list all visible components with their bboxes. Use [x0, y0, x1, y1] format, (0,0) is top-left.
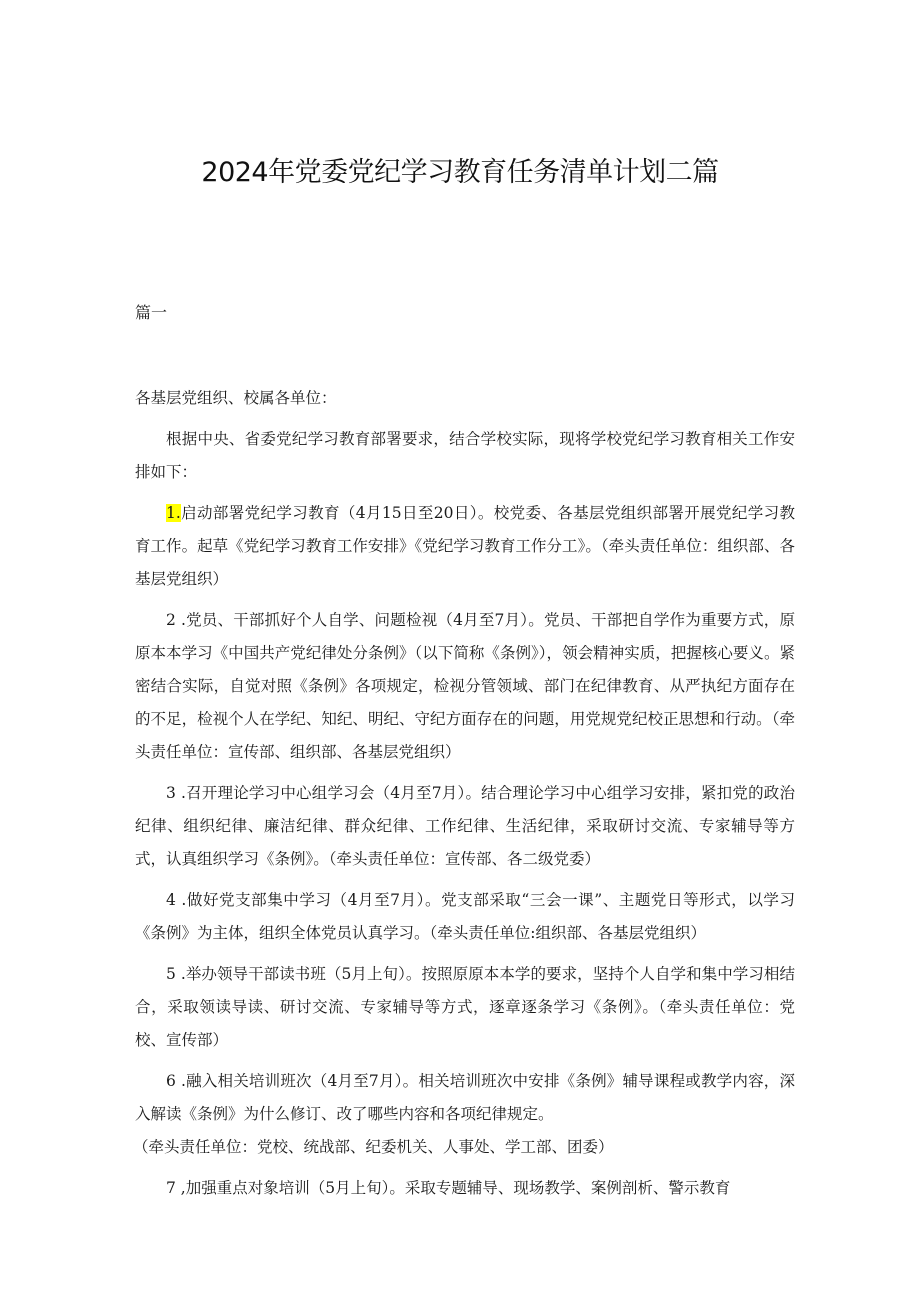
- section-label: 篇一: [135, 303, 168, 322]
- salutation: 各基层党组织、校属各单位：: [135, 389, 337, 407]
- item-text: 举办领导干部读书班（5月上旬）。按照原原本本学的要求，坚持个人自学和集中学习相结合，采取领读导读、研讨交流、专家辅导等方式，逐章逐条学习《条例》。（牵头责任单位：党校、宣传部）: [135, 965, 795, 1049]
- item-number: 3 .: [166, 784, 186, 802]
- list-item: [135, 777, 795, 876]
- item-text: 启动部署党纪学习教育（4月15日至20日）。校党委、各基层党组织部署开展党纪学习教育工作。起草《党纪学习教育工作安排》《党纪学习教育工作分工》。（牵头责任单位：组织部、各基层党组织）: [135, 504, 795, 588]
- item-text: 融入相关培训班次（4月至7月）。相关培训班次中安排《条例》辅导课程或教学内容，深入解读《条例》为什么修订、改了哪些内容和各项纪律规定。: [135, 1072, 795, 1123]
- list-item: [135, 604, 795, 769]
- list-item: [135, 1172, 795, 1205]
- item-number: 4 .: [166, 891, 187, 909]
- item-text: 做好党支部集中学习（4月至7月）。党支部采取“三会一课”、主题党日等形式，以学习《条例》为主体，组织全体党员认真学习。（牵头责任单位:组织部、各基层党组织）: [135, 891, 796, 942]
- item-number: 5 .: [166, 965, 186, 983]
- list-item: [135, 497, 795, 596]
- document-title: 2024年党委党纪学习教育任务清单计划二篇: [201, 157, 719, 188]
- intro-paragraph: 根据中央、省委党纪学习教育部署要求，结合学校实际，现将学校党纪学习教育相关工作安排如下：: [135, 430, 795, 481]
- list-item: [135, 958, 795, 1057]
- item-number: 6 .: [166, 1072, 186, 1090]
- item-number-highlight: 1.: [166, 504, 181, 522]
- item-text: 召开理论学习中心组学习会（4月至7月）。结合理论学习中心组学习安排，紧扣党的政治纪律、组织纪律、廉洁纪律、群众纪律、工作纪律、生活纪律，采取研讨交流、专家辅导等方式，认真组织学习《条例》。（牵头责任单位：宣传部、各二级党委）: [135, 784, 795, 868]
- list-item-continuation: [133, 1131, 795, 1164]
- item-number: 2 .: [166, 611, 186, 629]
- item-number: 7 ,: [166, 1179, 186, 1197]
- list-item: [135, 884, 795, 950]
- document-body: [135, 382, 795, 1213]
- list-item: [135, 1065, 795, 1131]
- item-text: 加强重点对象培训（5月上旬）。采取专题辅导、现场教学、案例剖析、警示教育: [185, 1179, 731, 1197]
- item-text: （牵头责任单位：党校、统战部、纪委机关、人事处、学工部、团委）: [133, 1138, 614, 1156]
- item-text: 党员、干部抓好个人自学、问题检视（4月至7月）。党员、干部把自学作为重要方式，原原本本学习《中国共产党纪律处分条例》（以下简称《条例》），领会精神实质，把握核心要义。紧密结合实际，自觉对照《条例》各项规定，检视分管领域、部门在纪律教育、从严执纪方面存在的不足，检视个人在学纪、知纪、明纪、守纪方面存在的问题，用党规党纪校正思想和行动。（牵头责任单位：宣传部、组织部、各基层党组织）: [135, 611, 795, 761]
